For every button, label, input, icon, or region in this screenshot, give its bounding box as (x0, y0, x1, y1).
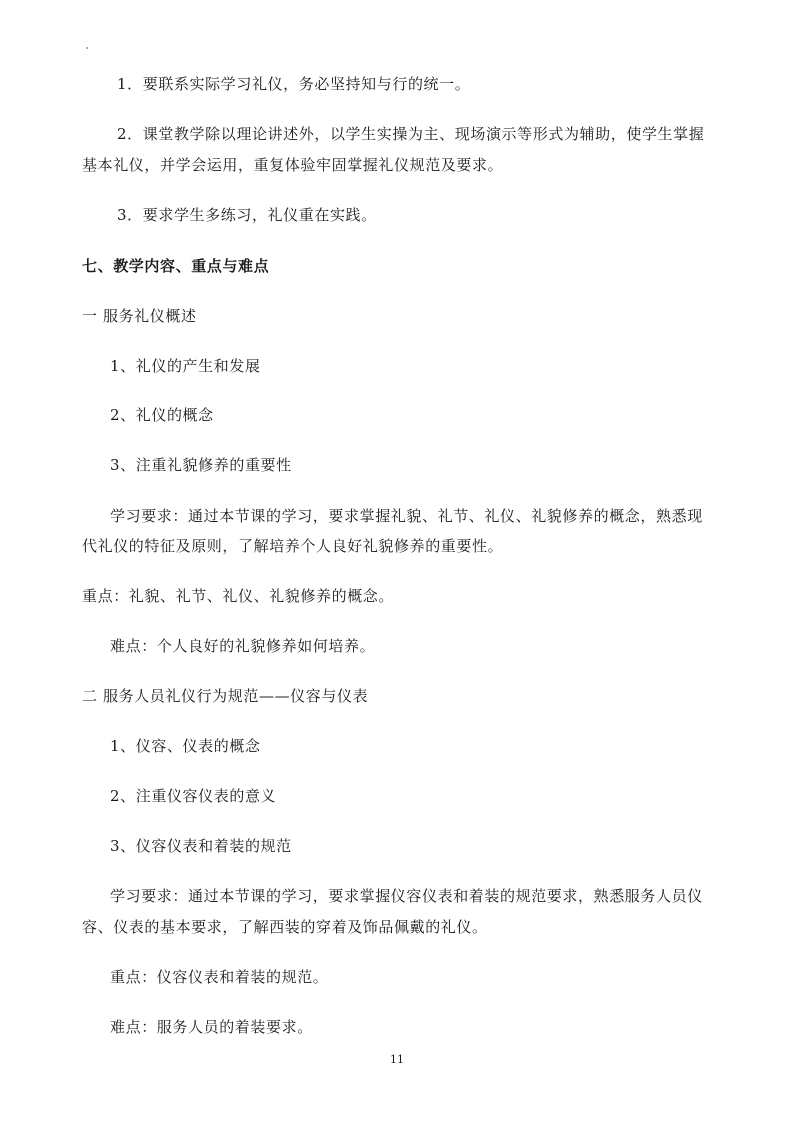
unit-1-key-point: 重点：礼貌、礼节、礼仪、礼貌修养的概念。 (82, 587, 395, 605)
unit-1-difficulty: 难点：个人良好的礼貌修养如何培养。 (110, 637, 376, 655)
unit-2-topic-1: 1、仪容、仪表的概念 (110, 737, 261, 755)
unit-1-title: 一 服务礼仪概述 (82, 307, 197, 325)
unit-1-topic-1: 1、礼仪的产生和发展 (110, 357, 261, 375)
scan-speck (86, 47, 88, 49)
unit-2-topic-3: 3、仪容仪表和着装的规范 (110, 837, 292, 855)
unit-1-goal-line-2: 代礼仪的特征及原则，了解培养个人良好礼貌修养的重要性。 (82, 537, 504, 555)
unit-1-topic-3: 3、注重礼貌修养的重要性 (110, 456, 292, 474)
requirement-item-2-line-1: 2．课堂教学除以理论讲述外，以学生实操为主、现场演示等形式为辅助，使学生掌握 (117, 125, 705, 143)
unit-2-goal-line-2: 容、仪表的基本要求，了解西装的穿着及饰品佩戴的礼仪。 (82, 918, 488, 936)
section-heading: 七、教学内容、重点与难点 (82, 257, 270, 275)
unit-1-topic-2: 2、礼仪的概念 (110, 406, 214, 424)
unit-1-goal-line-1: 学习要求：通过本节课的学习，要求掌握礼貌、礼节、礼仪、礼貌修养的概念，熟悉现 (110, 507, 703, 525)
unit-2-goal-line-1: 学习要求：通过本节课的学习，要求掌握仪容仪表和着装的规范要求，熟悉服务人员仪 (110, 887, 703, 905)
requirement-item-1: 1．要联系实际学习礼仪，务必坚持知与行的统一。 (117, 75, 471, 93)
requirement-item-3: 3．要求学生多练习，礼仪重在实践。 (117, 206, 377, 224)
requirement-item-2-line-2: 基本礼仪，并学会运用，重复体验牢固掌握礼仪规范及要求。 (82, 156, 504, 174)
unit-2-difficulty: 难点：服务人员的着装要求。 (110, 1018, 313, 1036)
unit-2-key-point: 重点：仪容仪表和着装的规范。 (110, 968, 329, 986)
unit-2-title: 二 服务人员礼仪行为规范——仪容与仪表 (82, 687, 369, 705)
unit-2-topic-2: 2、注重仪容仪表的意义 (110, 787, 277, 805)
page-number: 11 (390, 1053, 404, 1066)
